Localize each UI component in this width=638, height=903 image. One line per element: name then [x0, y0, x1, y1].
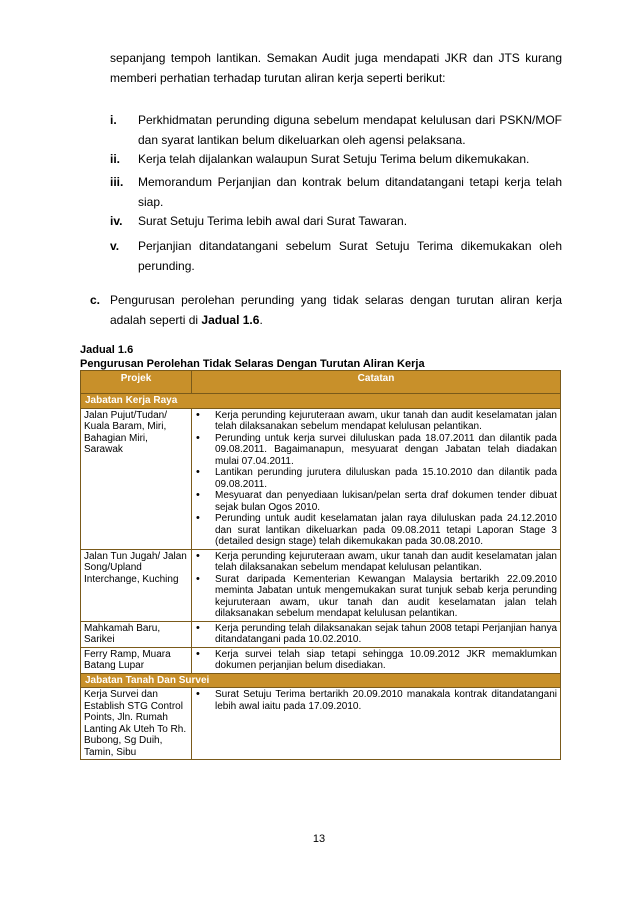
project-cell: Ferry Ramp, Muara Batang Lupar: [81, 647, 192, 673]
table-header-row: [81, 371, 561, 394]
note-item: • Kerja perunding telah dilaksanakan sejak tahun 2008 tetapi Perjanjian hanya ditandatangani pada 10.02.2010.: [195, 623, 557, 646]
note-item: • Surat Setuju Terima bertarikh 20.09.2010 manakala kontrak ditandatangani lebih awal iaitu pada 17.09.2010.: [195, 689, 557, 712]
list-number: iii.: [110, 175, 124, 189]
note-item: • Mesyuarat dan penyediaan lukisan/pelan serta draf dokumen tender dibuat sejak bulan Ogos 2010.: [195, 490, 557, 513]
note-item: • Kerja perunding kejuruteraan awam, ukur tanah dan audit keselamatan jalan telah dilaksanakan sebelum mendapat kelulusan pelantikan.: [195, 410, 557, 433]
text-span: Pengurusan perolehan perunding yang tidak selaras dengan turutan aliran kerja adalah seperti di: [110, 293, 562, 327]
notes-cell: [192, 647, 561, 673]
section-title: Jabatan Kerja Raya: [81, 394, 561, 409]
note-item: • Lantikan perunding jurutera diluluskan pada 15.10.2010 dan dilantik pada 09.08.2011.: [195, 467, 557, 490]
intro-paragraph: sepanjang tempoh lantikan. Semakan Audit juga mendapati JKR dan JTS kurang memberi perhatian terhadap turutan aliran kerja seperti berikut:: [110, 51, 562, 85]
list-text: Memorandum Perjanjian dan kontrak belum ditandatangani tetapi kerja telah siap.: [138, 175, 562, 209]
list-number: c.: [90, 293, 101, 307]
list-text: Surat Setuju Terima lebih awal dari Surat Tawaran.: [138, 214, 408, 228]
notes-cell: [192, 549, 561, 621]
table-row: [81, 647, 561, 673]
notes-cell: [192, 408, 561, 549]
header-notes: Catatan: [192, 371, 561, 394]
section-row: [81, 673, 561, 688]
list-text: [110, 290, 562, 330]
note-item: • Perunding untuk audit keselamatan jalan raya diluluskan pada 24.12.2010 dan surat lantikan dikeluarkan pada 09.08.2011 tetapi Laporan Stage 3 (detailed design stage) telah dikemukakan pada 30.08.2010.: [195, 513, 557, 548]
note-item: • Kerja perunding kejuruteraan awam, ukur tanah dan audit keselamatan jalan telah dilaksanakan sebelum mendapat kelulusan pelantikan.: [195, 551, 557, 574]
section-row: [81, 394, 561, 409]
notes-cell: [192, 688, 561, 760]
list-text: Perjanjian ditandatangani sebelum Surat Setuju Terima dikemukakan oleh perunding.: [138, 239, 562, 273]
table-title: Pengurusan Perolehan Tidak Selaras Dengan Turutan Aliran Kerja: [80, 358, 425, 370]
table-row: [81, 621, 561, 647]
section-title: Jabatan Tanah Dan Survei: [81, 673, 561, 688]
project-cell: Kerja Survei dan Establish STG Control Points, Jln. Rumah Lanting Ak Uteh To Rh. Bubong, Sg Duih, Tamin, Sibu: [81, 688, 192, 760]
list-text: Kerja telah dijalankan walaupun Surat Setuju Terima belum dikemukakan.: [138, 152, 530, 166]
table-number: Jadual 1.6: [80, 344, 134, 356]
list-number: v.: [110, 239, 120, 253]
page-number: 13: [312, 833, 326, 845]
note-item: • Perunding untuk kerja survei diluluskan pada 18.07.2011 dan dilantik pada 09.08.2011. Bagaimanapun, mesyuarat dengan Jabatan telah diadakan mulai 07.04.2011.: [195, 433, 557, 468]
notes-cell: [192, 621, 561, 647]
note-item: • Kerja survei telah siap tetapi sehingga 10.09.2012 JKR memaklumkan dokumen perjanjian belum disediakan.: [195, 649, 557, 672]
list-number: i.: [110, 113, 117, 127]
project-cell: Mahkamah Baru, Sarikei: [81, 621, 192, 647]
text-span: .: [259, 313, 263, 327]
table-caption: [80, 343, 425, 371]
table-reference: Jadual 1.6: [201, 313, 260, 327]
table-row: [81, 408, 561, 549]
project-cell: Jalan Tun Jugah/ Jalan Song/Upland Interchange, Kuching: [81, 549, 192, 621]
header-project: Projek: [81, 371, 192, 394]
list-text: Perkhidmatan perunding diguna sebelum mendapat kelulusan dari PSKN/MOF dan syarat lantikan belum dikeluarkan oleh agensi pelaksana.: [138, 113, 562, 147]
table-row: [81, 549, 561, 621]
list-number: iv.: [110, 214, 123, 228]
list-number: ii.: [110, 152, 121, 166]
project-cell: Jalan Pujut/Tudan/ Kuala Baram, Miri, Bahagian Miri, Sarawak: [81, 408, 192, 549]
table-row: [81, 688, 561, 760]
note-item: • Surat daripada Kementerian Kewangan Malaysia bertarikh 22.09.2010 meminta Jabatan untuk mengemukakan surat tunjuk sebab kerja perunding kejuruteraan awam, ukur tanah dan audit keselamatan jalan telah dilaksanakan sebelum mendapat kelulusan pelantikan.: [195, 574, 557, 620]
data-table: [80, 370, 561, 760]
